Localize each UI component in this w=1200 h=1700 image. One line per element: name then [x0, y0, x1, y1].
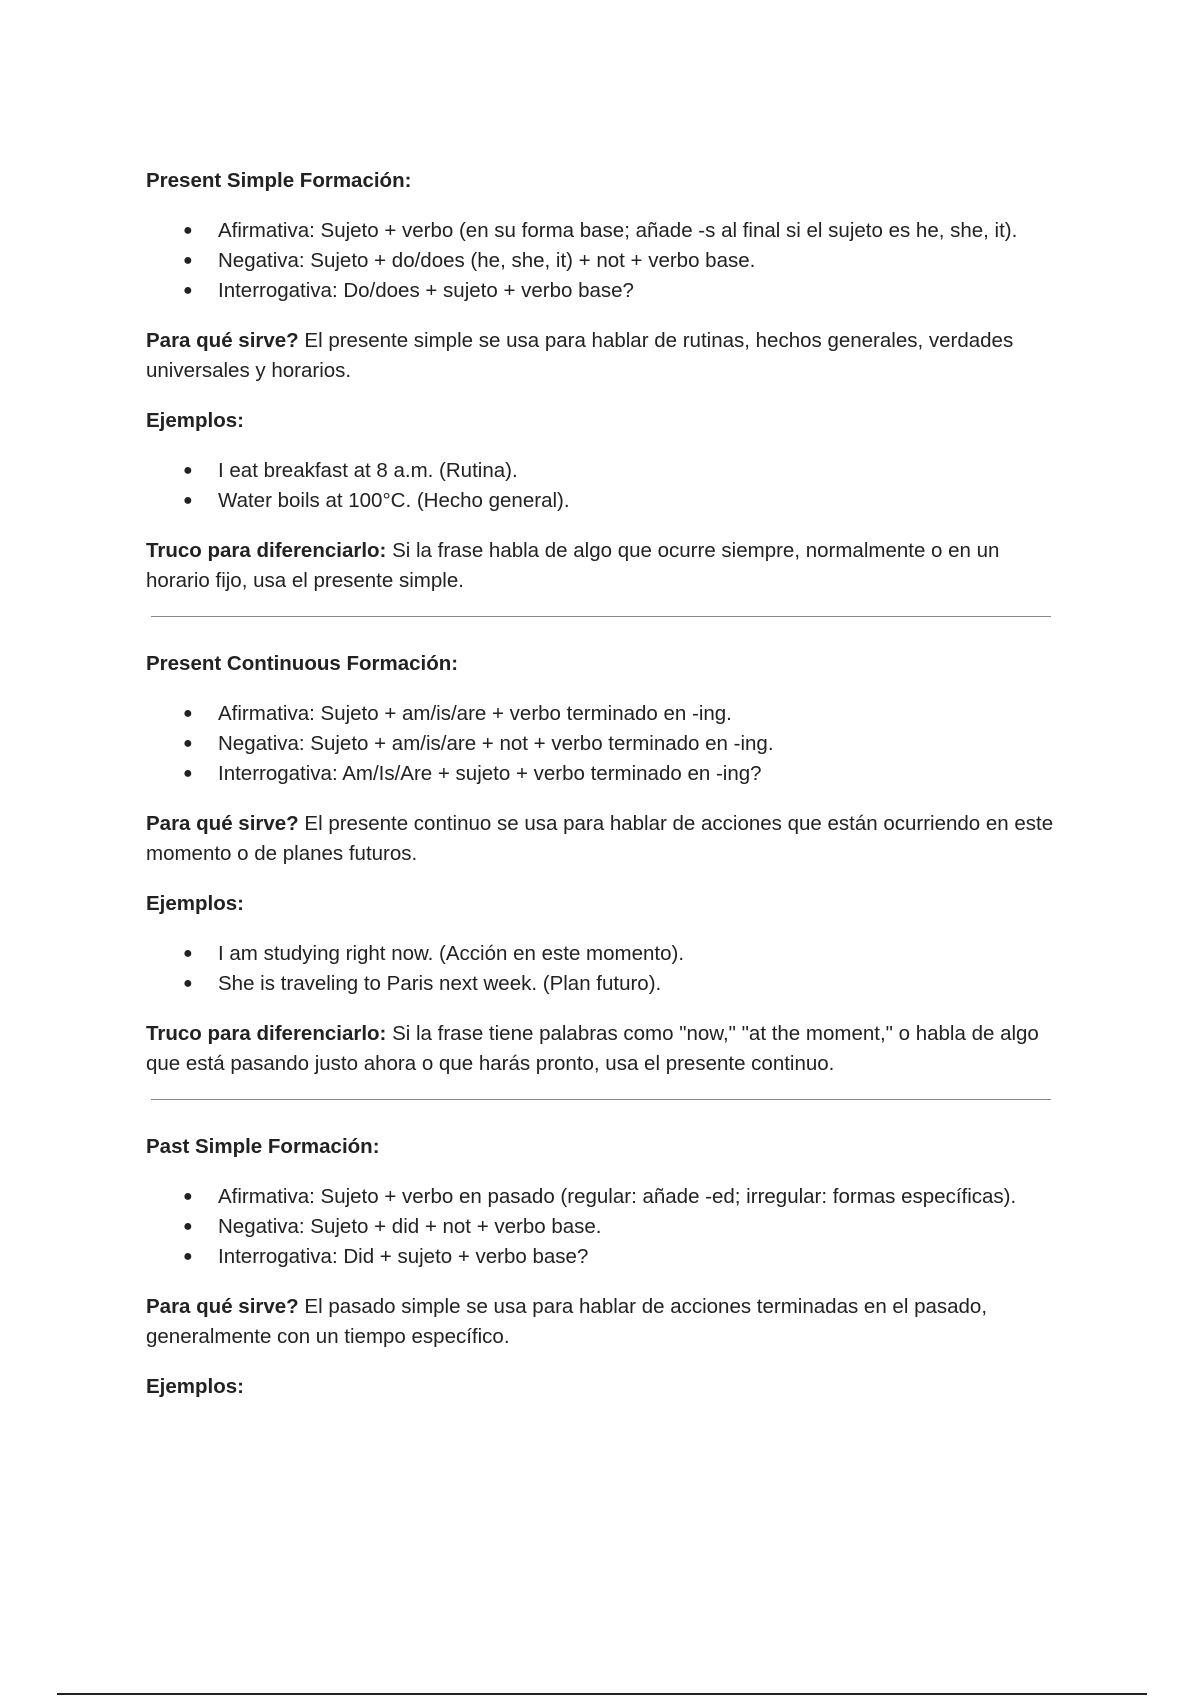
section-title: Past Simple Formación: — [146, 1135, 380, 1158]
purpose-text: El pasado simple se usa para hablar de acciones terminadas en el pasado, generalmente con un tiempo específico. — [146, 1295, 988, 1348]
list-item: ● Negativa: Sujeto + am/is/are + not + verbo terminado en -ing. — [146, 729, 1066, 759]
bullet-icon: ● — [183, 462, 193, 479]
list-item: ● I eat breakfast at 8 a.m. (Rutina). — [146, 456, 1066, 486]
section-title: Present Simple Formación: — [146, 169, 412, 192]
trick-label: Truco para diferenciarlo: — [146, 1022, 387, 1045]
page-bottom-rule — [57, 1693, 1147, 1695]
examples-label: Ejemplos: — [146, 1375, 244, 1398]
bullet-icon: ● — [183, 945, 193, 962]
list-item: ● Interrogativa: Do/does + sujeto + verbo base? — [146, 276, 1066, 306]
bullet-icon: ● — [183, 252, 193, 269]
purpose-text: El presente continuo se usa para hablar de acciones que están ocurriendo en este momento o de planes futuros. — [146, 812, 1054, 865]
examples-list — [146, 939, 1066, 999]
formation-list — [146, 1182, 1066, 1272]
list-item: ● Afirmativa: Sujeto + verbo (en su forma base; añade -s al final si el sujeto es he, she, it). — [146, 216, 1066, 246]
purpose-label: Para qué sirve? — [146, 1295, 299, 1318]
purpose-label: Para qué sirve? — [146, 812, 299, 835]
list-item: ● She is traveling to Paris next week. (Plan futuro). — [146, 969, 1066, 999]
list-item: ● I am studying right now. (Acción en este momento). — [146, 939, 1066, 969]
list-item: ● Afirmativa: Sujeto + verbo en pasado (regular: añade -ed; irregular: formas específicas). — [146, 1182, 1066, 1212]
section-present-simple — [146, 166, 1066, 596]
bullet-icon: ● — [183, 735, 193, 752]
examples-label: Ejemplos: — [146, 892, 244, 915]
trick-text: Si la frase habla de algo que ocurre siempre, normalmente o en un horario fijo, usa el presente simple. — [146, 539, 1000, 592]
list-item: ● Negativa: Sujeto + do/does (he, she, it) + not + verbo base. — [146, 246, 1066, 276]
bullet-icon: ● — [183, 705, 193, 722]
formation-list — [146, 699, 1066, 789]
purpose-text: El presente simple se usa para hablar de rutinas, hechos generales, verdades universales y horarios. — [146, 329, 1014, 382]
section-present-continuous — [146, 649, 1066, 1079]
bullet-icon: ● — [183, 282, 193, 299]
bullet-icon: ● — [183, 1248, 193, 1265]
list-item: ● Interrogativa: Did + sujeto + verbo base? — [146, 1242, 1066, 1272]
purpose-paragraph — [146, 326, 1066, 386]
list-item: ● Water boils at 100°C. (Hecho general). — [146, 486, 1066, 516]
list-item: ● Negativa: Sujeto + did + not + verbo base. — [146, 1212, 1066, 1242]
trick-paragraph — [146, 1019, 1066, 1079]
purpose-paragraph — [146, 809, 1066, 869]
formation-list — [146, 216, 1066, 306]
document-content — [146, 166, 1066, 1422]
bullet-icon: ● — [183, 975, 193, 992]
section-title: Present Continuous Formación: — [146, 652, 459, 675]
section-divider — [151, 1099, 1051, 1100]
examples-label: Ejemplos: — [146, 409, 244, 432]
section-divider — [151, 616, 1051, 617]
trick-text: Si la frase tiene palabras como "now," "at the moment," o habla de algo que está pasando justo ahora o que harás pronto, usa el presente continuo. — [146, 1022, 1039, 1075]
bullet-icon: ● — [183, 1218, 193, 1235]
trick-label: Truco para diferenciarlo: — [146, 539, 387, 562]
purpose-label: Para qué sirve? — [146, 329, 299, 352]
list-item: ● Interrogativa: Am/Is/Are + sujeto + verbo terminado en -ing? — [146, 759, 1066, 789]
trick-paragraph — [146, 536, 1066, 596]
section-past-simple — [146, 1132, 1066, 1402]
bullet-icon: ● — [183, 1188, 193, 1205]
list-item: ● Afirmativa: Sujeto + am/is/are + verbo terminado en -ing. — [146, 699, 1066, 729]
bullet-icon: ● — [183, 492, 193, 509]
examples-list — [146, 456, 1066, 516]
bullet-icon: ● — [183, 222, 193, 239]
bullet-icon: ● — [183, 765, 193, 782]
purpose-paragraph — [146, 1292, 1066, 1352]
